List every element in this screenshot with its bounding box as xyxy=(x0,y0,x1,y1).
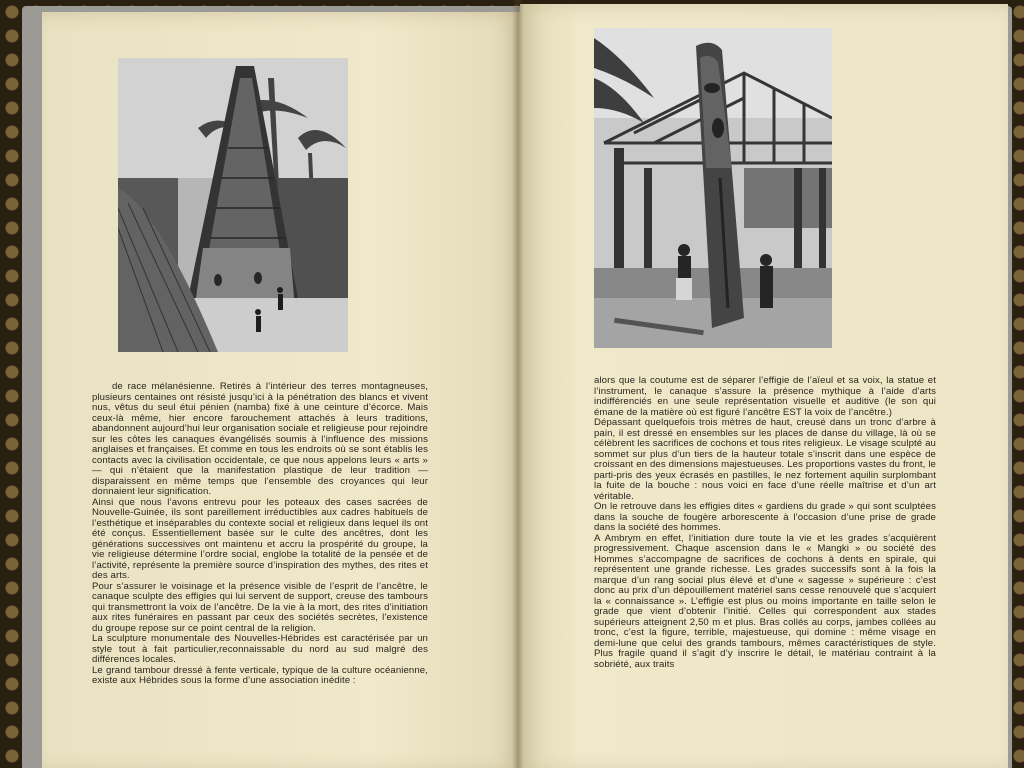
right-paragraph: alors que la coutume est de séparer l’effigie de l’aïeul et sa voix, la statue et l’instrument, le canaque s’assure la présence mythique à l’aide d’arts indifférenciés en une seule représentation visuelle et auditive (le son qui émane de la matière où est figuré l’ancêtre EST la voix de l’ancêtre.) xyxy=(594,375,936,418)
right-paragraph: A Ambrym en effet, l’initiation dure toute la vie et les grades s’acquièrent progressivement. Chaque ascension dans le « Mangki » ou société des Hommes s’accompagne de sacrifices de cochons à dents en spirale, qui représentent une grande richesse. Les grades successifs sont à la fois la marque d’un rang social plus élevé et d’une « sagesse » supérieure : c’est donc au prix d’un dépouillement matériel sans cesse renouvelé que s’acquiert la « connaissance ». L’effigie est plus ou moins importante en taille selon le grade que vient d’obtenir l’initié. Celles qui correspondent aux stades supérieurs atteignent 2,50 m et plus. Bras collés au corps, jambes collées au tronc, c’est la figure, terrible, majestueuse, qui domine : même visage en demi-lune que celui des grands tambours, mêmes caractéristiques de style. Plus fragile quand il s’agit d’y inscrire le détail, le matériau contraint à la sobriété, aux traits xyxy=(594,532,936,670)
photo-carved-drum-image xyxy=(594,28,832,348)
right-text-column xyxy=(594,376,936,670)
photo-carved-drum xyxy=(594,28,832,348)
photo-thatched-house xyxy=(118,58,348,352)
right-paragraph: Dépassant quelquefois trois mètres de haut, creusé dans un tronc d’arbre à pain, il est dressé en ensembles sur les places de danse du village, là où se célèbrent les sacrifices de cochons et tous rites religieux. Le visage sculpté au sommet sur plus d’un tiers de la hauteur totale s’inscrit dans une espèce de croissant en des dimensions majestueuses. Les proportions vastes du front, le parti-pris des yeux écrasés en pastilles, le nez fortement aquilin surplombant la fuite de la bouche : nous voici en face d’une réelle maîtrise et d’un art véritable. xyxy=(594,417,936,502)
left-paragraph: La sculpture monumentale des Nouvelles-Hébrides est caractérisée par un style tout à fait particulier,reconnaissable du nord au sud malgré des différences locales. xyxy=(92,633,428,665)
photo-thatched-house-image xyxy=(118,58,348,352)
right-paragraph: On le retrouve dans les effigies dites « gardiens du grade » qui sont sculptées dans la souche de fougère arborescente à l’occasion d’une prise de grade dans la société des hommes. xyxy=(594,501,936,533)
left-text-column xyxy=(92,382,428,687)
left-paragraph: Ainsi que nous l’avons entrevu pour les poteaux des cases sacrées de Nouvelle-Guinée, ils sont pareillement irréductibles aux cadres habituels de l’esthétique et inséparables du contexte social et religieux dans lequel ils ont été conçus. Essentiellement basée sur le culte des ancêtres, dont les générations successives ont maintenu et accru la prospérité du groupe, la vie religieuse détermine l’ordre social, englobe la totalité de la pensée et de l’activité, représente la première source d’inspiration des mythes, des rites et des arts. xyxy=(92,496,428,581)
left-paragraph: Le grand tambour dressé à fente verticale, typique de la culture océanienne, existe aux Hébrides sous la forme d’une association inédite : xyxy=(92,664,428,686)
left-paragraph: Pour s’assurer le voisinage et la présence visible de l’esprit de l’ancêtre, le canaque sculpte des effigies qui lui servent de support, creuse des tambours qui transmettront la voix de l’ancêtre. De la vie à la mort, des rites d’initiation aux rites funéraires en passant par ceux des sociétés secrètes, l’existence du groupe repose sur ce point central de la religion. xyxy=(92,580,428,634)
book-gutter xyxy=(512,0,524,768)
left-paragraph: de race mélanésienne. Retirés à l’intérieur des terres montagneuses, plusieurs centaines ont résisté jusqu’ici à la pénétration des blancs et vivent nus, vêtus du seul étui pénien (namba) fixé à une ceinture d’écorce. Mais ceux-là même, hier encore farouchement attachés à leurs traditions, abandonnent aujourd’hui leur organisation sociale et religieuse pour rejoindre sur les côtes les canaques évangélisés soumis à l’influence des missions anglaises et françaises. Et comme en tous les endroits où se sont établis les contacts avec la civilisation occidentale, ce que nous appelons leurs « arts » — qui n’étaient que la manifestation plastique de leur tradition — disparaissent en même temps que l’ensemble des croyances qui leur donnaient leur signification. xyxy=(92,381,428,497)
